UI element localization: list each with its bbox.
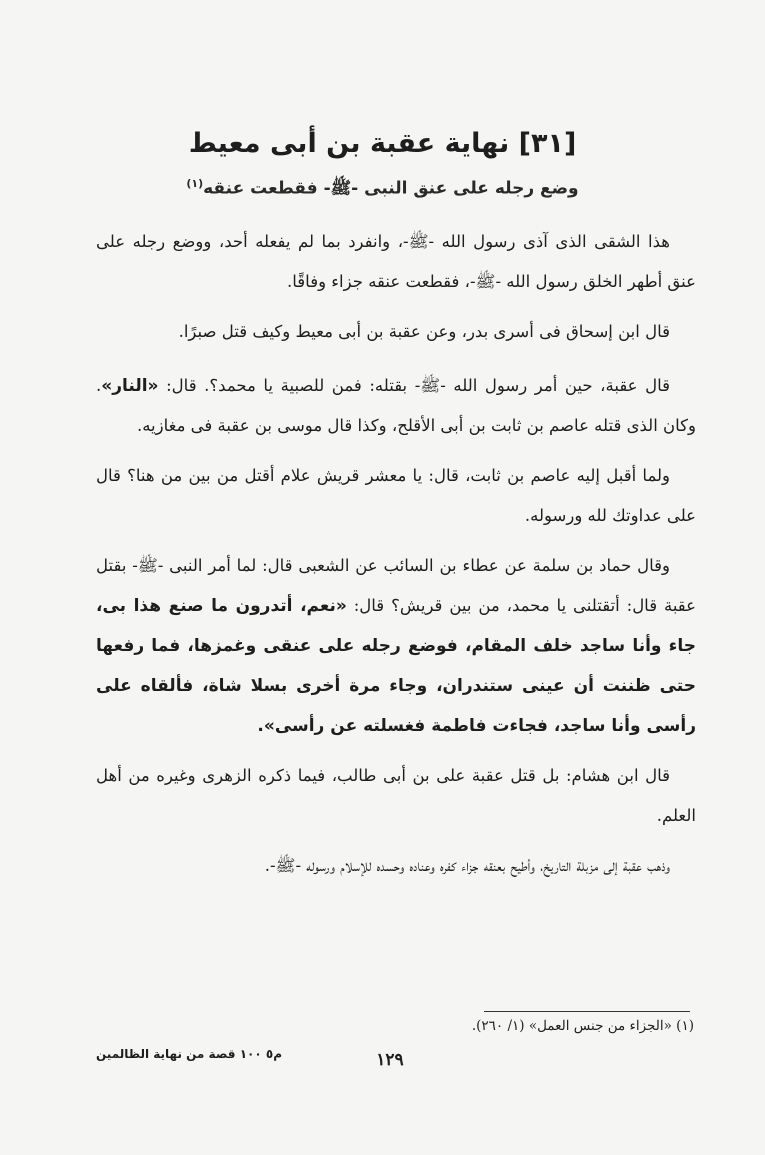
book-footer-label: م٥ ١٠٠ قصة من نهاية الظالمين xyxy=(96,1047,282,1061)
footnote: (١) «الجزاء من جنس العمل» (١/ ٢٦٠). xyxy=(471,1018,694,1034)
paragraph-3-lead: قال: xyxy=(166,376,197,395)
footnote-marker: (١) xyxy=(186,177,204,190)
paragraph-3-rest: . وكان الذى قتله عاصم بن ثابت بن أبى الأقلح، وكذا قال موسى بن عقبة فى مغازيه. xyxy=(96,376,696,435)
footnote-divider xyxy=(484,1011,690,1012)
paragraph-3-text: قال عقبة، حين أمر رسول الله -ﷺ- بقتله: فمن للصبية يا محمد؟. xyxy=(204,376,670,395)
chapter-subtitle xyxy=(95,169,670,204)
paragraph-1: هذا الشقى الذى آذى رسول الله -ﷺ-، وانفرد بما لم يفعله أحد، ووضع رجله على عنق أطهر الخلق رسول الله -ﷺ-، فقطعت عنقه جزاء وفاقًا. xyxy=(96,232,696,291)
paragraph-4: ولما أقبل إليه عاصم بن ثابت، قال: يا معشر قريش علام أقتل من بين من هنا؟ قال على عداوتك لله ورسوله. xyxy=(96,466,696,525)
chapter-title: [٣١] نهاية عقبة بن أبى معيط xyxy=(188,128,577,159)
paragraph-2: قال ابن إسحاق فى أسرى بدر، وعن عقبة بن أبى معيط وكيف قتل صبرًا. xyxy=(178,322,670,341)
body-text xyxy=(96,222,696,896)
paragraph-7: وذهب عقبة إلى مزبلة التاريخ، وأطيح بعنقه جزاء كفره وعناده وحسده للإسلام ورسوله -ﷺ-. xyxy=(264,856,670,875)
paragraph-5-plain: وقال حماد بن سلمة عن عطاء بن السائب عن الشعبى قال: لما أمر النبى -ﷺ- بقتل عقبة قال: أتقتلنى يا محمد، من بين قريش؟ قال: xyxy=(96,556,696,615)
paragraph-5 xyxy=(96,546,696,746)
subtitle-text: وضع رجله على عنق النبى -ﷺ- فقطعت عنقه xyxy=(203,178,579,199)
paragraph-6: قال ابن هشام: بل قتل عقبة على بن أبى طالب، فيما ذكره الزهرى وغيره من أهل العلم. xyxy=(96,766,696,825)
paragraph-3 xyxy=(96,366,696,446)
paragraph-5-quote: «نعم، أتدرون ما صنع هذا بى، جاء وأنا ساجد خلف المقام، فوضع رجله على عنقى وغمزها، فما رفعها حتى ظننت أن عينى ستندران، وجاء مرة أخرى بسلا شاة، فألقاه على رأسى وأنا ساجد، فجاءت فاطمة فغسلته عن رأسى». xyxy=(96,596,696,736)
paragraph-3-bold: «النار» xyxy=(101,376,159,396)
page-number: ١٢٩ xyxy=(376,1050,404,1070)
